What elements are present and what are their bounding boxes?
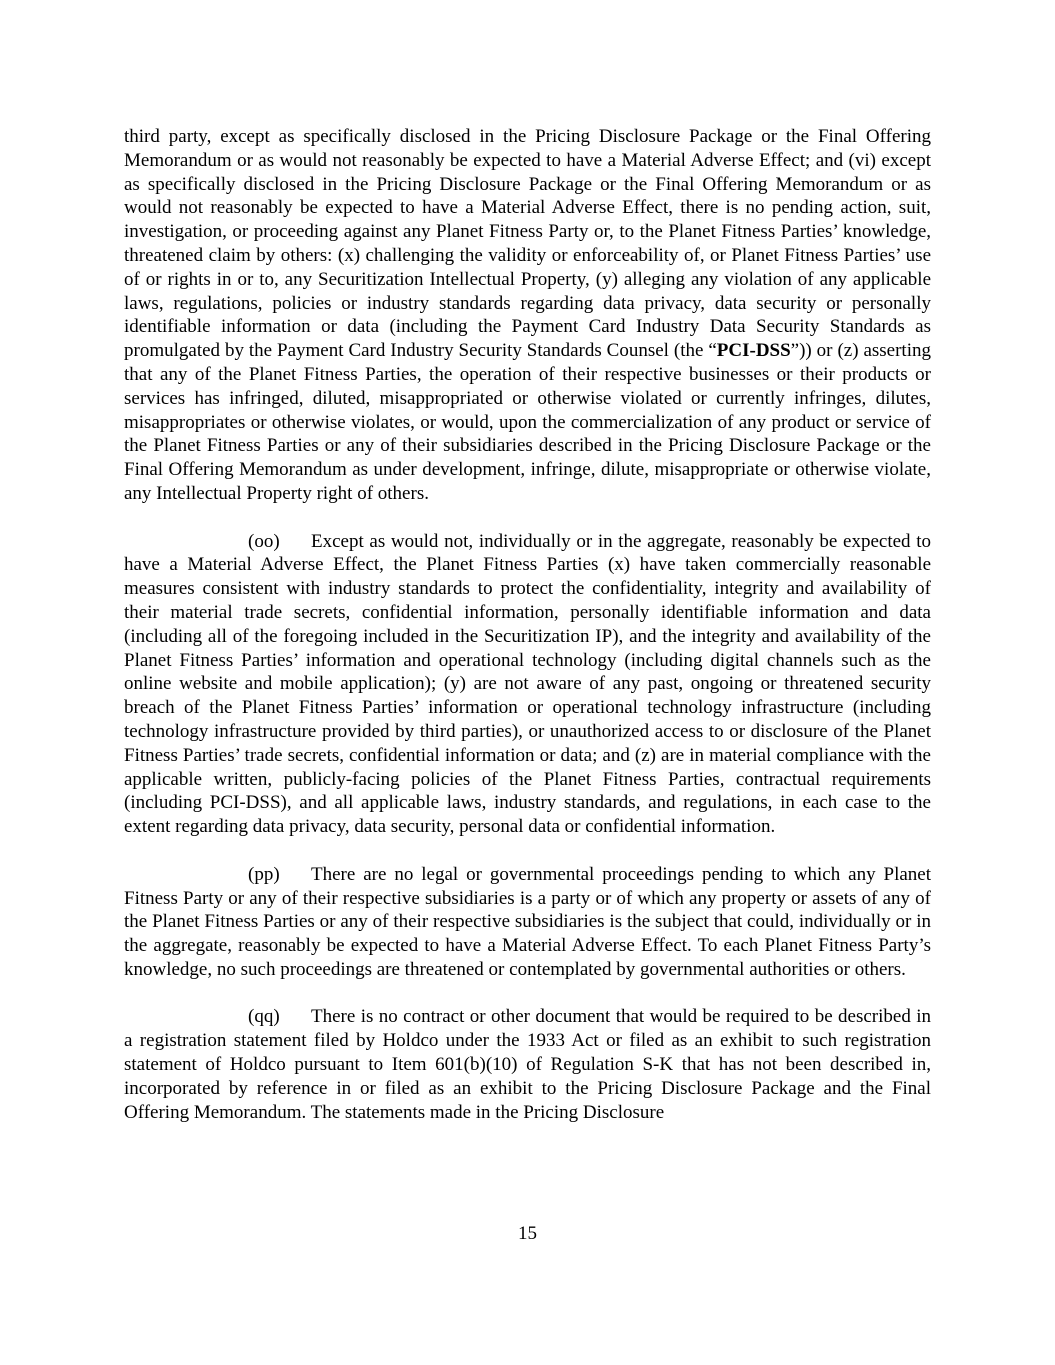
page-number: 15 [518, 1223, 537, 1244]
paragraph-oo [124, 530, 931, 839]
paragraph-label-qq: (qq) [248, 1006, 280, 1028]
document-page [124, 125, 931, 1148]
defined-term-pci-dss: PCI-DSS [716, 340, 791, 362]
paragraph-pp [124, 863, 931, 982]
paragraph-text-pp: There are no legal or governmental proceedings pending to which any Planet Fitness Party or any of their respective subsidiaries is a party or of which any property or assets of any of the Planet Fitness Parties or any of their respective subsidiaries is the subject that could, individually or in the aggregate, reasonably be expected to have a Material Adverse Effect. To each Planet Fitness Party’s knowledge, no such proceedings are threatened or contemplated by governmental authorities or others. [124, 863, 931, 980]
paragraph-text-qq: There is no contract or other document that would be required to be described in a registration statement filed by Holdco under the 1933 Act or filed as an exhibit to such registration statement of Holdco pursuant to Item 601(b)(10) of Regulation S-K that has not been described in, incorporated by reference in or filed as an exhibit to the Pricing Disclosure Package and the Final Offering Memorandum. The statements made in the Pricing Disclosure [124, 1006, 931, 1123]
paragraph-text-after: ”)) or (z) asserting that any of the Planet Fitness Parties, the operation of their respective businesses or their products or services has infringed, diluted, misappropriated or otherwise violated or currently infringes, dilutes, misappropriates or otherwise violates, or would, upon the commercialization of any product or service of the Planet Fitness Parties or any of their subsidiaries described in the Pricing Disclosure Package or the Final Offering Memorandum as under development, infringe, dilute, misappropriate or otherwise violate, any Intellectual Property right of others. [124, 340, 931, 504]
paragraph-label-pp: (pp) [248, 863, 280, 885]
paragraph-continuation [124, 125, 931, 506]
paragraph-label-oo: (oo) [248, 530, 280, 552]
paragraph-text-before: third party, except as specifically disclosed in the Pricing Disclosure Package or the Final Offering Memorandum or as would not reasonably be expected to have a Material Adverse Effect; and (vi) except as specifically disclosed in the Pricing Disclosure Package or the Final Offering Memorandum or as would not reasonably be expected to have a Material Adverse Effect, there is no pending action, suit, investigation, or proceeding against any Planet Fitness Party or, to the Planet Fitness Parties’ knowledge, threatened claim by others: (x) challenging the validity or enforceability of, or Planet Fitness Parties’ use of or rights in or to, any Securitization Intellectual Property, (y) alleging any violation of any applicable laws, regulations, policies or industry standards regarding data privacy, data security or personally identifiable information or data (including the Payment Card Industry Data Security Standards as promulgated by the Payment Card Industry Security Standards Counsel (the “ [124, 126, 931, 362]
paragraph-qq [124, 1005, 931, 1124]
paragraph-text-oo: Except as would not, individually or in the aggregate, reasonably be expected to have a Material Adverse Effect, the Planet Fitness Parties (x) have taken commercially reasonable measures consistent with industry standards to protect the confidentiality, integrity and availability of their material trade secrets, confidential information, personally identifiable information and data (including all of the foregoing included in the Securitization IP), and the integrity and availability of the Planet Fitness Parties’ information and operational technology (including digital channels such as the online website and mobile application); (y) are not aware of any past, ongoing or threatened security breach of the Planet Fitness Parties’ information or operational technology infrastructure (including technology infrastructure provided by third parties), or unauthorized access to or disclosure of the Planet Fitness Parties’ trade secrets, confidential information or data; and (z) are in material compliance with the applicable written, publicly-facing policies of the Planet Fitness Parties, contractual requirements (including PCI-DSS), and all applicable laws, industry standards, and regulations, in each case to the extent regarding data privacy, data security, personal data or confidential information. [124, 530, 931, 838]
